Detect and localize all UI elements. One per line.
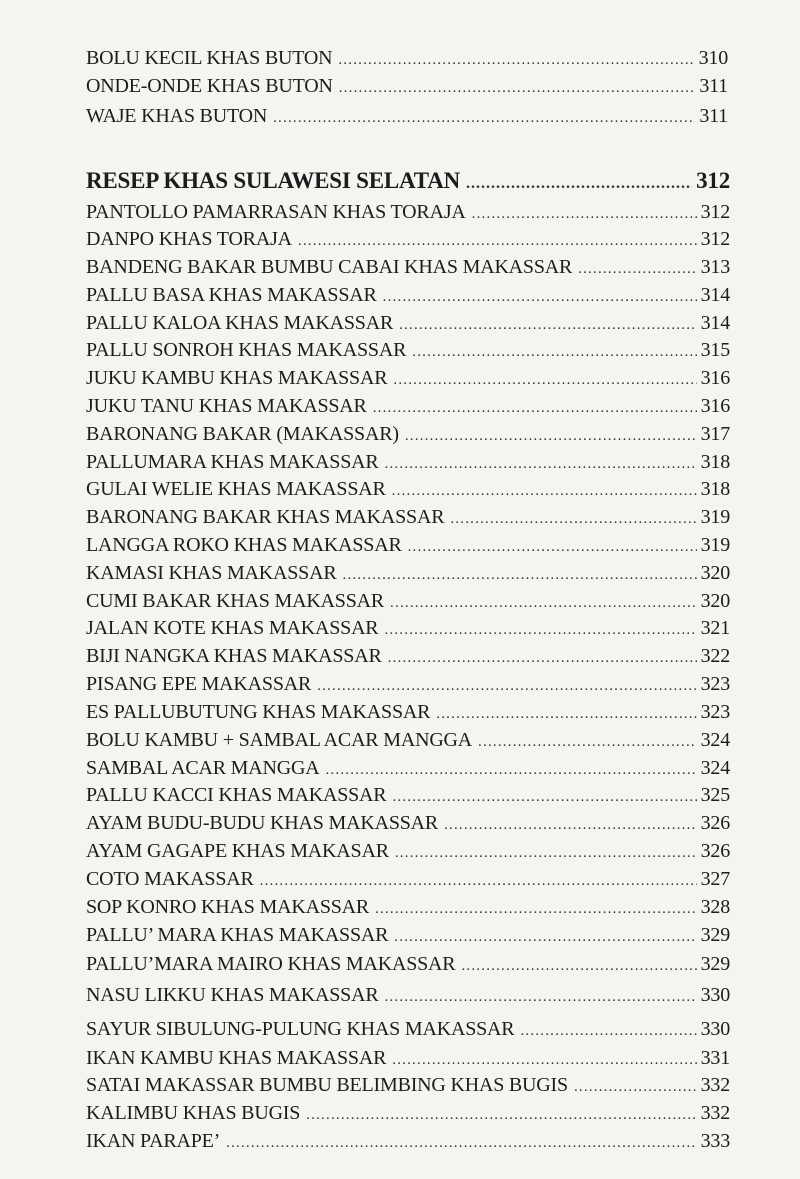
toc-leader bbox=[375, 897, 697, 921]
toc-entry bbox=[86, 1017, 730, 1043]
toc-leader bbox=[478, 730, 697, 754]
toc-leader bbox=[392, 479, 697, 503]
toc-entry-page: 332 bbox=[700, 1074, 730, 1096]
toc-leader bbox=[578, 257, 696, 281]
toc-entry bbox=[86, 589, 730, 615]
toc-entry-page: 324 bbox=[700, 757, 730, 779]
toc-entry-page: 320 bbox=[700, 562, 730, 584]
toc-entry-title: ONDE-ONDE KHAS BUTON bbox=[86, 75, 333, 97]
toc-entry-page: 331 bbox=[700, 1047, 730, 1069]
toc-entry-title: COTO MAKASSAR bbox=[86, 868, 254, 890]
toc-entry bbox=[86, 366, 730, 392]
toc-entry-page: 319 bbox=[700, 506, 730, 528]
toc-entry-title: BOLU KECIL KHAS BUTON bbox=[86, 47, 333, 69]
toc-entry-page: 333 bbox=[700, 1130, 730, 1152]
toc-entry-page: 320 bbox=[700, 590, 730, 612]
toc-leader bbox=[461, 954, 696, 978]
toc-entry-page: 316 bbox=[700, 367, 730, 389]
toc-entry bbox=[86, 394, 730, 420]
toc-entry bbox=[86, 1073, 730, 1099]
toc-entry-title: SOP KONRO KHAS MAKASSAR bbox=[86, 896, 370, 918]
toc-entry-title: BOLU KAMBU + SAMBAL ACAR MANGGA bbox=[86, 729, 473, 751]
toc-entry-page: 323 bbox=[700, 673, 730, 695]
toc-leader bbox=[260, 869, 697, 893]
toc-leader bbox=[388, 646, 697, 670]
toc-entry-page: 318 bbox=[700, 478, 730, 500]
toc-entry-title: BARONANG BAKAR KHAS MAKASSAR bbox=[86, 506, 445, 528]
toc-entry-title: IKAN PARAPE’ bbox=[86, 1130, 221, 1152]
toc-entry bbox=[86, 1129, 730, 1155]
toc-entry bbox=[86, 644, 730, 670]
toc-entry bbox=[86, 783, 730, 809]
toc-entry bbox=[86, 952, 730, 978]
toc-entry-title: WAJE KHAS BUTON bbox=[86, 105, 268, 127]
toc-entry bbox=[86, 255, 730, 281]
toc-entry-title: BIJI NANGKA KHAS MAKASSAR bbox=[86, 645, 382, 667]
toc-entry-page: 322 bbox=[700, 645, 730, 667]
toc-leader bbox=[574, 1075, 697, 1099]
toc-entry-page: 318 bbox=[700, 451, 730, 473]
toc-leader bbox=[325, 758, 696, 782]
toc-entry-title: PISANG EPE MAKASSAR bbox=[86, 673, 312, 695]
toc-leader bbox=[385, 452, 697, 476]
toc-entry bbox=[86, 477, 730, 503]
toc-entry-page: 316 bbox=[700, 395, 730, 417]
toc-leader bbox=[466, 172, 692, 196]
toc-leader bbox=[444, 813, 697, 837]
toc-leader bbox=[392, 785, 696, 809]
toc-leader bbox=[450, 507, 696, 531]
toc-leader bbox=[390, 591, 697, 615]
toc-entry-page: 313 bbox=[700, 256, 730, 278]
toc-entry-title: KALIMBU KHAS BUGIS bbox=[86, 1102, 301, 1124]
toc-entry-page: 321 bbox=[700, 617, 730, 639]
toc-entry bbox=[86, 672, 730, 698]
toc-entry-page: 330 bbox=[700, 984, 730, 1006]
toc-entry-page: 312 bbox=[700, 228, 730, 250]
toc-entry bbox=[86, 839, 730, 865]
toc-entry bbox=[86, 338, 730, 364]
toc-entry-title: ES PALLUBUTUNG KHAS MAKASSAR bbox=[86, 701, 431, 723]
toc-entry-page: 332 bbox=[700, 1102, 730, 1124]
toc-entry-title: JUKU KAMBU KHAS MAKASSAR bbox=[86, 367, 388, 389]
toc-entry bbox=[86, 700, 730, 726]
toc-entry bbox=[86, 505, 730, 531]
toc-entry bbox=[86, 283, 730, 309]
toc-entry bbox=[86, 867, 730, 893]
toc-leader bbox=[405, 424, 697, 448]
toc-leader bbox=[395, 841, 697, 865]
toc-entry-title: PALLU’MARA MAIRO KHAS MAKASSAR bbox=[86, 953, 456, 975]
toc-entry-title: PANTOLLO PAMARRASAN KHAS TORAJA bbox=[86, 201, 466, 223]
toc-section-page: 312 bbox=[696, 168, 730, 193]
toc-entry bbox=[86, 200, 730, 226]
toc-section-heading bbox=[86, 169, 730, 196]
toc-entry bbox=[86, 422, 730, 448]
toc-leader bbox=[436, 702, 696, 726]
toc-entry-page: 317 bbox=[700, 423, 730, 445]
toc-entry bbox=[86, 616, 730, 642]
toc-entry-title: JALAN KOTE KHAS MAKASSAR bbox=[86, 617, 379, 639]
toc-entry-page: 328 bbox=[700, 896, 730, 918]
toc-entry bbox=[86, 923, 730, 949]
toc-entry-page: 311 bbox=[699, 75, 728, 97]
toc-leader bbox=[384, 985, 696, 1009]
toc-entry-page: 314 bbox=[700, 284, 730, 306]
toc-leader bbox=[317, 674, 696, 698]
toc-leader bbox=[384, 618, 696, 642]
toc-entry bbox=[86, 1046, 730, 1072]
toc-entry-title: GULAI WELIE KHAS MAKASSAR bbox=[86, 478, 386, 500]
toc-entry bbox=[86, 104, 728, 130]
toc-leader bbox=[399, 313, 697, 337]
toc-entry-page: 326 bbox=[700, 812, 730, 834]
toc-entry-title: AYAM BUDU-BUDU KHAS MAKASSAR bbox=[86, 812, 439, 834]
toc-entry-title: SATAI MAKASSAR BUMBU BELIMBING KHAS BUGIS bbox=[86, 1074, 568, 1096]
toc-entry-title: PALLU KALOA KHAS MAKASSAR bbox=[86, 312, 394, 334]
toc-entry bbox=[86, 227, 730, 253]
toc-leader bbox=[339, 76, 696, 100]
toc-entry bbox=[86, 74, 728, 100]
toc-entry-page: 319 bbox=[700, 534, 730, 556]
toc-leader bbox=[306, 1103, 696, 1127]
toc-leader bbox=[412, 340, 696, 364]
toc-leader bbox=[392, 1048, 696, 1072]
toc-entry bbox=[86, 533, 730, 559]
toc-entry-page: 330 bbox=[700, 1018, 730, 1040]
toc-entry-title: BANDENG BAKAR BUMBU CABAI KHAS MAKASSAR bbox=[86, 256, 573, 278]
toc-entry-page: 329 bbox=[700, 924, 730, 946]
toc-entry-page: 326 bbox=[700, 840, 730, 862]
toc-leader bbox=[383, 285, 697, 309]
toc-leader bbox=[520, 1019, 696, 1043]
toc-entry-title: AYAM GAGAPE KHAS MAKASAR bbox=[86, 840, 389, 862]
toc-entry bbox=[86, 756, 730, 782]
toc-entry-title: PALLU SONROH KHAS MAKASSAR bbox=[86, 339, 407, 361]
toc-entry-page: 325 bbox=[700, 784, 730, 806]
toc-leader bbox=[298, 229, 697, 253]
toc-entry-title: IKAN KAMBU KHAS MAKASSAR bbox=[86, 1047, 387, 1069]
toc-entry bbox=[86, 311, 730, 337]
toc-entry-page: 329 bbox=[700, 953, 730, 975]
toc-entry-title: KAMASI KHAS MAKASSAR bbox=[86, 562, 337, 584]
toc-entry-page: 314 bbox=[700, 312, 730, 334]
toc-entry-title: JUKU TANU KHAS MAKASSAR bbox=[86, 395, 367, 417]
toc-leader bbox=[343, 563, 697, 587]
toc-entry-title: LANGGA ROKO KHAS MAKASSAR bbox=[86, 534, 402, 556]
toc-entry-title: PALLU’ MARA KHAS MAKASSAR bbox=[86, 924, 389, 946]
toc-leader bbox=[394, 925, 696, 949]
toc-entry-page: 315 bbox=[700, 339, 730, 361]
toc-entry-title: CUMI BAKAR KHAS MAKASSAR bbox=[86, 590, 385, 612]
toc-entry-page: 324 bbox=[700, 729, 730, 751]
toc-entry bbox=[86, 46, 728, 72]
toc-entry-title: PALLU KACCI KHAS MAKASSAR bbox=[86, 784, 387, 806]
toc-leader bbox=[338, 48, 694, 72]
toc-entry bbox=[86, 728, 730, 754]
toc-entry-page: 311 bbox=[699, 105, 728, 127]
toc-entry bbox=[86, 1101, 730, 1127]
toc-entry-title: DANPO KHAS TORAJA bbox=[86, 228, 292, 250]
toc-leader bbox=[226, 1131, 696, 1155]
toc-entry-title: PALLUMARA KHAS MAKASSAR bbox=[86, 451, 379, 473]
toc-leader bbox=[393, 368, 696, 392]
toc-entry-page: 312 bbox=[700, 201, 730, 223]
toc-leader bbox=[273, 106, 695, 130]
toc-entry-title: BARONANG BAKAR (MAKASSAR) bbox=[86, 423, 399, 445]
toc-entry bbox=[86, 561, 730, 587]
toc-entry-title: PALLU BASA KHAS MAKASSAR bbox=[86, 284, 377, 306]
toc-entry-title: NASU LIKKU KHAS MAKASSAR bbox=[86, 984, 379, 1006]
toc-entry bbox=[86, 811, 730, 837]
toc-entry bbox=[86, 983, 730, 1009]
toc-leader bbox=[472, 202, 697, 226]
toc-entry bbox=[86, 895, 730, 921]
toc-entry-title: SAMBAL ACAR MANGGA bbox=[86, 757, 320, 779]
toc-leader bbox=[408, 535, 697, 559]
toc-section-title: RESEP KHAS SULAWESI SELATAN bbox=[86, 168, 461, 193]
toc-entry-page: 327 bbox=[700, 868, 730, 890]
toc-entry-title: SAYUR SIBULUNG-PULUNG KHAS MAKASSAR bbox=[86, 1018, 515, 1040]
toc-entry-page: 323 bbox=[700, 701, 730, 723]
toc-leader bbox=[373, 396, 697, 420]
toc-entry-page: 310 bbox=[698, 47, 728, 69]
toc-entry bbox=[86, 450, 730, 476]
